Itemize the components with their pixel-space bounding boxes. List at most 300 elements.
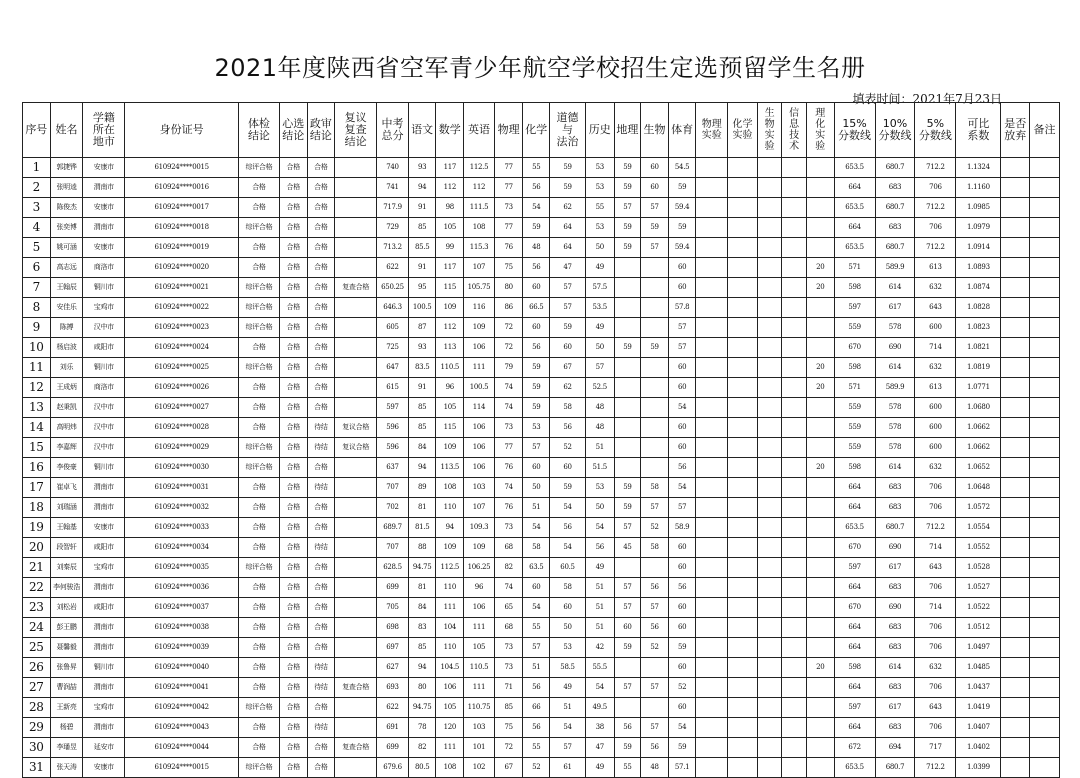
table-row: [23, 498, 1060, 518]
cell-col-name: 杨碧: [50, 718, 83, 738]
cell-col-id: 610924****0034: [125, 538, 239, 558]
cell-col-line-10: 680.7: [875, 158, 915, 178]
cell-col-bio-lab: [757, 158, 782, 178]
cell-col-line-5: 706: [915, 498, 956, 518]
cell-col-chem-lab: [728, 458, 758, 478]
cell-col-pe: 60: [668, 658, 696, 678]
cell-col-psych: 合格: [279, 678, 307, 698]
table-row: [23, 758, 1060, 778]
cell-col-it: [782, 698, 807, 718]
cell-col-line-15: 598: [834, 658, 875, 678]
cell-col-sci-lab: [806, 638, 834, 658]
cell-col-ratio: 1.0552: [956, 538, 1001, 558]
cell-col-name: 崔卓飞: [50, 478, 83, 498]
cell-col-chinese: 94.75: [408, 558, 436, 578]
cell-col-political: 待结: [307, 718, 335, 738]
cell-col-math: 105: [436, 218, 464, 238]
cell-col-chemistry: 54: [523, 518, 550, 538]
cell-col-chemistry: 51: [523, 658, 550, 678]
cell-col-chemistry: 59: [523, 358, 550, 378]
cell-col-id: 610924****0036: [125, 578, 239, 598]
cell-col-line-15: 571: [834, 378, 875, 398]
cell-col-chemistry: 56: [523, 178, 550, 198]
cell-col-waive: [1001, 198, 1030, 218]
cell-col-chemistry: 55: [523, 158, 550, 178]
cell-col-physics-lab: [696, 158, 728, 178]
cell-col-ethics: 54: [550, 498, 586, 518]
cell-col-chinese: 94: [408, 658, 436, 678]
cell-col-name: 李璠昱: [50, 738, 83, 758]
cell-col-pe: 59: [668, 178, 696, 198]
cell-col-physical: 合格: [238, 418, 279, 438]
cell-col-pe: 60: [668, 558, 696, 578]
cell-col-seq: 4: [23, 218, 51, 238]
cell-col-history: 49.5: [585, 698, 614, 718]
cell-col-line-10: 589.9: [875, 378, 915, 398]
cell-col-seq: 28: [23, 698, 51, 718]
cell-col-total: 605: [377, 318, 409, 338]
cell-col-line-5: 712.2: [915, 238, 956, 258]
cell-col-seq: 10: [23, 338, 51, 358]
cell-col-geography: 59: [614, 338, 641, 358]
header-col-review: 复议 复查 结论: [335, 103, 377, 158]
cell-col-ratio: 1.0893: [956, 258, 1001, 278]
cell-col-name: 彭王鹏: [50, 618, 83, 638]
cell-col-pe: 60: [668, 538, 696, 558]
cell-col-physics-lab: [696, 358, 728, 378]
cell-col-waive: [1001, 258, 1030, 278]
cell-col-remark: [1030, 178, 1060, 198]
cell-col-english: 111: [464, 678, 495, 698]
cell-col-math: 104.5: [436, 658, 464, 678]
cell-col-physics-lab: [696, 638, 728, 658]
cell-col-total: 679.6: [377, 758, 409, 778]
cell-col-chemistry: 60: [523, 578, 550, 598]
cell-col-ethics: 50: [550, 618, 586, 638]
cell-col-it: [782, 658, 807, 678]
cell-col-waive: [1001, 538, 1030, 558]
cell-col-remark: [1030, 518, 1060, 538]
cell-col-waive: [1001, 558, 1030, 578]
cell-col-review: [335, 658, 377, 678]
cell-col-biology: 57: [641, 598, 669, 618]
cell-col-review: [335, 358, 377, 378]
cell-col-chem-lab: [728, 738, 758, 758]
cell-col-seq: 16: [23, 458, 51, 478]
cell-col-ethics: 49: [550, 678, 586, 698]
cell-col-remark: [1030, 418, 1060, 438]
cell-col-english: 106: [464, 418, 495, 438]
cell-col-ethics: 47: [550, 258, 586, 278]
cell-col-review: 复议合格: [335, 418, 377, 438]
cell-col-physics-lab: [696, 278, 728, 298]
cell-col-biology: [641, 558, 669, 578]
cell-col-physics: 73: [494, 198, 523, 218]
cell-col-english: 111.5: [464, 198, 495, 218]
cell-col-remark: [1030, 578, 1060, 598]
cell-col-psych: 合格: [279, 178, 307, 198]
cell-col-city: 渭南市: [83, 618, 125, 638]
cell-col-line-10: 690: [875, 538, 915, 558]
cell-col-chem-lab: [728, 478, 758, 498]
cell-col-pe: 59: [668, 638, 696, 658]
cell-col-ratio: 1.0554: [956, 518, 1001, 538]
cell-col-waive: [1001, 158, 1030, 178]
cell-col-total: 717.9: [377, 198, 409, 218]
cell-col-line-15: 664: [834, 678, 875, 698]
cell-col-remark: [1030, 478, 1060, 498]
cell-col-id: 610924****0026: [125, 378, 239, 398]
cell-col-line-10: 683: [875, 578, 915, 598]
cell-col-biology: [641, 418, 669, 438]
cell-col-physical: 合格: [238, 378, 279, 398]
cell-col-bio-lab: [757, 238, 782, 258]
cell-col-seq: 18: [23, 498, 51, 518]
cell-col-geography: [614, 418, 641, 438]
cell-col-sci-lab: [806, 698, 834, 718]
cell-col-bio-lab: [757, 178, 782, 198]
cell-col-chem-lab: [728, 418, 758, 438]
cell-col-line-5: 632: [915, 358, 956, 378]
cell-col-physics: 75: [494, 718, 523, 738]
cell-col-physics-lab: [696, 238, 728, 258]
cell-col-pe: 60: [668, 358, 696, 378]
header-col-name: 姓名: [50, 103, 83, 158]
cell-col-psych: 合格: [279, 598, 307, 618]
cell-col-line-5: 706: [915, 218, 956, 238]
cell-col-city: 宝鸡市: [83, 298, 125, 318]
cell-col-name: 张鲁昇: [50, 658, 83, 678]
cell-col-total: 741: [377, 178, 409, 198]
cell-col-physics: 75: [494, 258, 523, 278]
cell-col-city: 商洛市: [83, 258, 125, 278]
cell-col-history: 51: [585, 578, 614, 598]
cell-col-geography: 56: [614, 718, 641, 738]
cell-col-waive: [1001, 218, 1030, 238]
cell-col-political: 合格: [307, 558, 335, 578]
cell-col-seq: 12: [23, 378, 51, 398]
cell-col-chemistry: 60: [523, 458, 550, 478]
cell-col-sci-lab: 20: [806, 458, 834, 478]
cell-col-physical: 综评合格: [238, 758, 279, 778]
cell-col-bio-lab: [757, 398, 782, 418]
cell-col-ethics: 59: [550, 158, 586, 178]
cell-col-pe: 56: [668, 578, 696, 598]
cell-col-sci-lab: [806, 618, 834, 638]
cell-col-line-15: 670: [834, 538, 875, 558]
cell-col-history: 53: [585, 478, 614, 498]
cell-col-physics: 68: [494, 538, 523, 558]
cell-col-seq: 26: [23, 658, 51, 678]
cell-col-chem-lab: [728, 678, 758, 698]
cell-col-review: [335, 638, 377, 658]
cell-col-waive: [1001, 718, 1030, 738]
cell-col-line-15: 571: [834, 258, 875, 278]
cell-col-political: 合格: [307, 238, 335, 258]
cell-col-chinese: 94.75: [408, 698, 436, 718]
cell-col-line-5: 613: [915, 258, 956, 278]
cell-col-line-15: 598: [834, 358, 875, 378]
cell-col-geography: 59: [614, 478, 641, 498]
cell-col-ethics: 64: [550, 238, 586, 258]
cell-col-political: 合格: [307, 598, 335, 618]
cell-col-total: 698: [377, 618, 409, 638]
cell-col-name: 郭捷铧: [50, 158, 83, 178]
table-row: [23, 638, 1060, 658]
cell-col-history: 53: [585, 218, 614, 238]
cell-col-name: 聂馨毅: [50, 638, 83, 658]
cell-col-biology: 57: [641, 718, 669, 738]
cell-col-line-15: 653.5: [834, 158, 875, 178]
cell-col-physics: 73: [494, 418, 523, 438]
cell-col-waive: [1001, 358, 1030, 378]
cell-col-chemistry: 57: [523, 638, 550, 658]
header-col-bio-lab: 生 物 实 验: [757, 103, 782, 158]
cell-col-bio-lab: [757, 618, 782, 638]
cell-col-math: 105: [436, 698, 464, 718]
cell-col-physics: 65: [494, 598, 523, 618]
cell-col-chemistry: 51: [523, 498, 550, 518]
cell-col-name: 李嘉辉: [50, 438, 83, 458]
cell-col-line-10: 578: [875, 438, 915, 458]
cell-col-biology: [641, 378, 669, 398]
cell-col-chem-lab: [728, 398, 758, 418]
cell-col-ratio: 1.1160: [956, 178, 1001, 198]
cell-col-geography: 59: [614, 238, 641, 258]
cell-col-it: [782, 178, 807, 198]
cell-col-chem-lab: [728, 618, 758, 638]
cell-col-math: 112: [436, 318, 464, 338]
cell-col-math: 113: [436, 338, 464, 358]
cell-col-remark: [1030, 758, 1060, 778]
cell-col-history: 51: [585, 598, 614, 618]
cell-col-chem-lab: [728, 218, 758, 238]
cell-col-waive: [1001, 338, 1030, 358]
cell-col-psych: 合格: [279, 658, 307, 678]
cell-col-city: 铜川市: [83, 278, 125, 298]
cell-col-physics-lab: [696, 418, 728, 438]
cell-col-math: 117: [436, 158, 464, 178]
cell-col-chemistry: 66.5: [523, 298, 550, 318]
cell-col-review: [335, 338, 377, 358]
cell-col-line-5: 712.2: [915, 758, 956, 778]
cell-col-total: 689.7: [377, 518, 409, 538]
cell-col-chinese: 88: [408, 538, 436, 558]
cell-col-bio-lab: [757, 478, 782, 498]
cell-col-total: 637: [377, 458, 409, 478]
cell-col-ratio: 1.0528: [956, 558, 1001, 578]
cell-col-line-5: 717: [915, 738, 956, 758]
cell-col-seq: 15: [23, 438, 51, 458]
cell-col-english: 105: [464, 638, 495, 658]
cell-col-biology: [641, 458, 669, 478]
cell-col-city: 咸阳市: [83, 538, 125, 558]
cell-col-waive: [1001, 298, 1030, 318]
cell-col-sci-lab: [806, 218, 834, 238]
table-row: [23, 578, 1060, 598]
cell-col-total: 647: [377, 358, 409, 378]
cell-col-pe: 60: [668, 598, 696, 618]
cell-col-english: 107: [464, 258, 495, 278]
cell-col-name: 段智轩: [50, 538, 83, 558]
cell-col-english: 109: [464, 318, 495, 338]
table-row: [23, 298, 1060, 318]
cell-col-remark: [1030, 458, 1060, 478]
cell-col-name: 高志远: [50, 258, 83, 278]
cell-col-bio-lab: [757, 418, 782, 438]
cell-col-physics-lab: [696, 178, 728, 198]
cell-col-waive: [1001, 178, 1030, 198]
cell-col-geography: [614, 398, 641, 418]
cell-col-geography: 59: [614, 498, 641, 518]
cell-col-name: 曹润喆: [50, 678, 83, 698]
cell-col-id: 610924****0025: [125, 358, 239, 378]
cell-col-chemistry: 48: [523, 238, 550, 258]
cell-col-math: 104: [436, 618, 464, 638]
cell-col-chem-lab: [728, 698, 758, 718]
cell-col-chem-lab: [728, 498, 758, 518]
cell-col-review: [335, 298, 377, 318]
cell-col-pe: 60: [668, 258, 696, 278]
cell-col-waive: [1001, 318, 1030, 338]
cell-col-history: 52.5: [585, 378, 614, 398]
cell-col-sci-lab: [806, 578, 834, 598]
cell-col-total: 699: [377, 578, 409, 598]
cell-col-line-5: 632: [915, 278, 956, 298]
cell-col-english: 111: [464, 358, 495, 378]
cell-col-line-15: 559: [834, 318, 875, 338]
cell-col-city: 汉中市: [83, 418, 125, 438]
cell-col-chinese: 91: [408, 378, 436, 398]
cell-col-chinese: 84: [408, 438, 436, 458]
cell-col-seq: 21: [23, 558, 51, 578]
cell-col-remark: [1030, 358, 1060, 378]
cell-col-id: 610924****0042: [125, 698, 239, 718]
cell-col-line-10: 617: [875, 558, 915, 578]
cell-col-line-10: 680.7: [875, 758, 915, 778]
cell-col-psych: 合格: [279, 418, 307, 438]
cell-col-city: 汉中市: [83, 438, 125, 458]
cell-col-english: 115.3: [464, 238, 495, 258]
cell-col-id: 610924****0044: [125, 738, 239, 758]
cell-col-english: 103: [464, 718, 495, 738]
cell-col-ethics: 61: [550, 758, 586, 778]
cell-col-line-5: 714: [915, 338, 956, 358]
cell-col-physics: 73: [494, 518, 523, 538]
cell-col-seq: 20: [23, 538, 51, 558]
cell-col-remark: [1030, 158, 1060, 178]
cell-col-total: 707: [377, 478, 409, 498]
cell-col-pe: 57: [668, 318, 696, 338]
cell-col-history: 53.5: [585, 298, 614, 318]
cell-col-it: [782, 618, 807, 638]
cell-col-physics-lab: [696, 398, 728, 418]
cell-col-review: [335, 558, 377, 578]
cell-col-bio-lab: [757, 558, 782, 578]
header-col-physical: 体检 结论: [238, 103, 279, 158]
cell-col-geography: [614, 378, 641, 398]
cell-col-chemistry: 56: [523, 718, 550, 738]
table-row: [23, 198, 1060, 218]
cell-col-chinese: 85: [408, 398, 436, 418]
cell-col-line-10: 578: [875, 418, 915, 438]
cell-col-biology: [641, 278, 669, 298]
cell-col-ethics: 62: [550, 198, 586, 218]
cell-col-line-10: 578: [875, 318, 915, 338]
cell-col-seq: 22: [23, 578, 51, 598]
cell-col-remark: [1030, 198, 1060, 218]
cell-col-chinese: 93: [408, 338, 436, 358]
cell-col-psych: 合格: [279, 358, 307, 378]
cell-col-city: 安康市: [83, 518, 125, 538]
cell-col-sci-lab: [806, 598, 834, 618]
cell-col-city: 安康市: [83, 238, 125, 258]
cell-col-review: [335, 458, 377, 478]
cell-col-id: 610924****0017: [125, 198, 239, 218]
cell-col-line-5: 714: [915, 538, 956, 558]
cell-col-it: [782, 358, 807, 378]
cell-col-line-5: 706: [915, 618, 956, 638]
cell-col-total: 646.3: [377, 298, 409, 318]
cell-col-history: 51: [585, 438, 614, 458]
cell-col-city: 渭南市: [83, 638, 125, 658]
cell-col-sci-lab: 20: [806, 378, 834, 398]
cell-col-bio-lab: [757, 578, 782, 598]
cell-col-political: 合格: [307, 738, 335, 758]
cell-col-remark: [1030, 538, 1060, 558]
cell-col-ethics: 67: [550, 358, 586, 378]
cell-col-it: [782, 598, 807, 618]
cell-col-math: 94: [436, 518, 464, 538]
cell-col-political: 合格: [307, 258, 335, 278]
cell-col-chemistry: 63.5: [523, 558, 550, 578]
cell-col-physics: 68: [494, 618, 523, 638]
cell-col-history: 48: [585, 398, 614, 418]
cell-col-line-15: 664: [834, 718, 875, 738]
cell-col-chinese: 81: [408, 498, 436, 518]
cell-col-physical: 综评合格: [238, 298, 279, 318]
cell-col-physics: 80: [494, 278, 523, 298]
cell-col-name: 安佳乐: [50, 298, 83, 318]
cell-col-line-10: 694: [875, 738, 915, 758]
cell-col-ethics: 57: [550, 278, 586, 298]
header-col-sci-lab: 理 化 实 验: [806, 103, 834, 158]
cell-col-seq: 25: [23, 638, 51, 658]
cell-col-english: 107: [464, 498, 495, 518]
cell-col-political: 待结: [307, 678, 335, 698]
cell-col-ratio: 1.0572: [956, 498, 1001, 518]
cell-col-psych: 合格: [279, 218, 307, 238]
cell-col-line-15: 664: [834, 218, 875, 238]
cell-col-physical: 合格: [238, 178, 279, 198]
cell-col-physical: 合格: [238, 258, 279, 278]
cell-col-chemistry: 54: [523, 198, 550, 218]
cell-col-physical: 合格: [238, 478, 279, 498]
cell-col-city: 汉中市: [83, 398, 125, 418]
cell-col-ratio: 1.1324: [956, 158, 1001, 178]
cell-col-city: 渭南市: [83, 678, 125, 698]
cell-col-waive: [1001, 498, 1030, 518]
cell-col-review: 复查合格: [335, 678, 377, 698]
cell-col-id: 610924****0041: [125, 678, 239, 698]
cell-col-city: 延安市: [83, 738, 125, 758]
cell-col-line-10: 683: [875, 638, 915, 658]
cell-col-review: [335, 198, 377, 218]
cell-col-psych: 合格: [279, 638, 307, 658]
cell-col-psych: 合格: [279, 618, 307, 638]
cell-col-ethics: 59: [550, 178, 586, 198]
cell-col-review: 复议合格: [335, 438, 377, 458]
